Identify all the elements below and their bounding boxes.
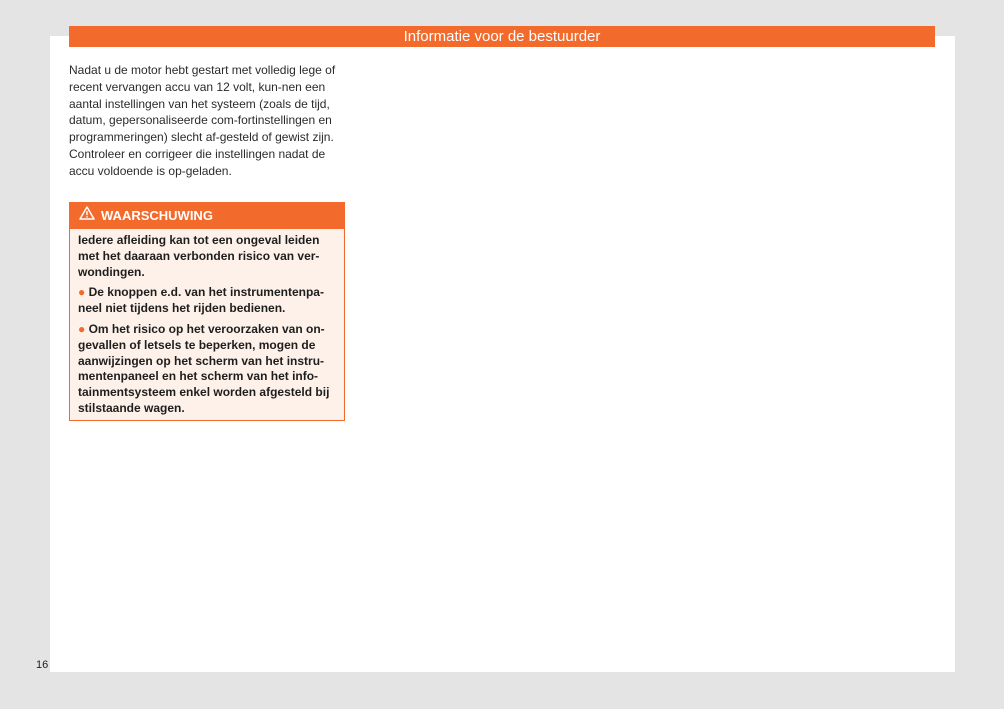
warning-bullet <box>78 285 336 317</box>
warning-intro: Iedere afleiding kan tot een ongeval leiden met het daaraan verbonden risico van ver-wondingen. <box>78 233 320 279</box>
page-number: 16 <box>36 659 49 671</box>
warning-bullet <box>78 322 336 417</box>
warning-body <box>70 229 344 417</box>
bullet-dot-icon: ● <box>78 285 86 300</box>
section-header <box>69 26 935 47</box>
warning-bullet-text: De knoppen e.d. van het instrumentenpa-neel niet tijdens het rijden bedienen. <box>78 285 324 316</box>
section-title: Informatie voor de bestuurder <box>403 28 601 45</box>
warning-title: WAARSCHUWING <box>101 208 213 223</box>
intro-paragraph: Nadat u de motor hebt gestart met volledig lege of recent vervangen accu van 12 volt, kun-nen een aantal instellingen van het systeem (zoals de tijd, datum, gepersonaliseerde com-fortinstellingen en programmeringen) slecht af-gesteld of gewist zijn. Controleer en corrigeer die instellingen nadat de accu voldoende is op-geladen. <box>69 63 336 178</box>
warning-header <box>70 203 344 229</box>
bullet-dot-icon: ● <box>78 321 86 336</box>
warning-triangle-icon <box>79 203 95 229</box>
warning-box <box>69 202 345 421</box>
warning-bullet-text: Om het risico op het veroorzaken van on-gevallen of letsels te beperken, mogen de aanwijzingen op het scherm van het instru-mentenpaneel en het scherm van het info-tainmentsysteem enkel worden afgesteld bij stilstaande wagen. <box>78 321 330 415</box>
